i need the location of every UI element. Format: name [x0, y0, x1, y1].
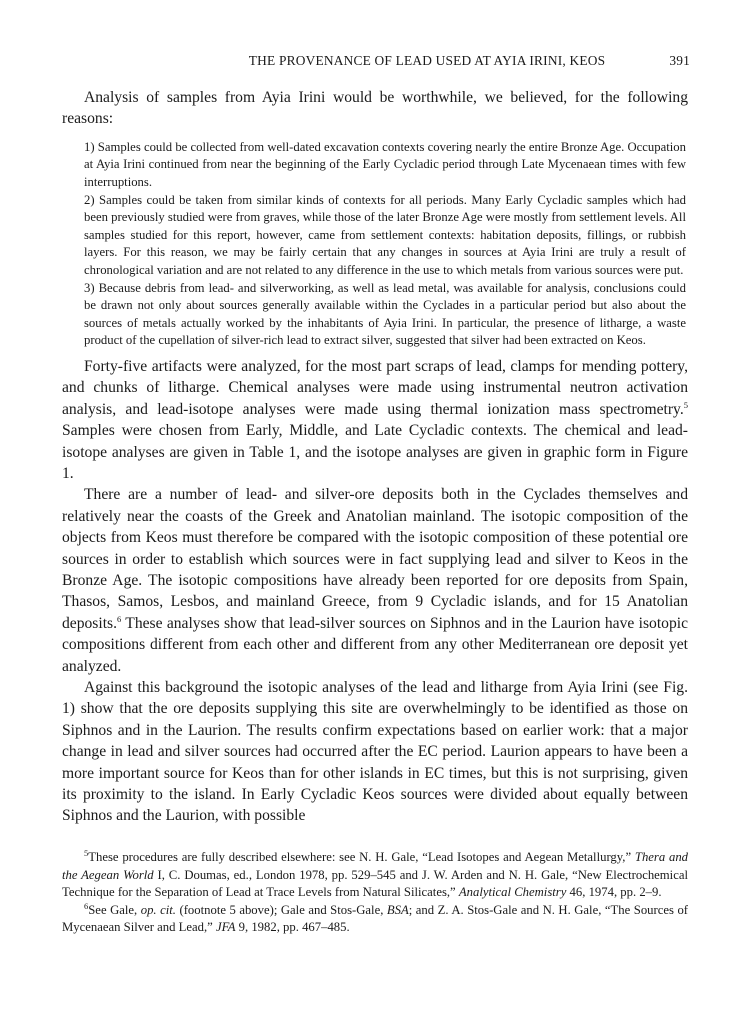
footnotes: [62, 849, 688, 937]
footnote-6: $^6$See Gale, op. cit. (footnote 5 above); Gale and Stos-Gale, BSA; and Z. A. Stos-Gale and N. H. Gale, “The Sources of Mycenaean Silver and Lead,” JFA 9, 1982, pp. 467–485.: [62, 900, 689, 935]
reason-item: 3) Because debris from lead- and silverworking, as well as lead metal, was available for analysis, conclusions could be drawn not only about sources generally available within the Cyclades in a particular period but also about the sources of metals actually worked by the inhabitants of Ayia Irini. In particular, the presence of litharge, a waste product of the cupellation of silver-rich lead to extract silver, suggested that silver had been extracted on Keos.: [84, 280, 686, 348]
paragraph-text: Samples were chosen from Early, Middle, and Late Cycladic contexts. The chemical and lead-isotope analyses are given in Table 1, and the isotope analyses are given in graphic form in Figure 1.: [62, 422, 688, 482]
paragraph-text: Forty-five artifacts were analyzed, for the most part scraps of lead, clamps for mending pottery, and chunks of litharge. Chemical analyses were made using instrumental neutron activation analysis, and lead-isotope analyses were made using thermal ionization mass spectrometry.: [62, 357, 688, 418]
paragraph-methods: [62, 356, 688, 484]
paragraph-text: There are a number of lead- and silver-ore deposits both in the Cyclades themselves and relatively near the coasts of the Greek and Anatolian mainland. The isotopic composition of the objects from Keos must therefore be compared with the isotopic composition of these potential ore sources in order to establish which sources were in fact supplying lead and silver to Keos in the Bronze Age. The isotopic compositions have already been reported for ore deposits from Spain, Thasos, Samos, Lesbos, and mainland Greece, from 9 Cycladic islands, and for 15 Anatolian deposits.: [62, 486, 688, 632]
intro-paragraph: Analysis of samples from Ayia Irini would be worthwhile, we believed, for the following reasons:: [62, 89, 688, 128]
footnote-mark: 5: [84, 847, 89, 858]
body-text: [62, 87, 688, 827]
footnote-5: $^5$These procedures are fully described elsewhere: see N. H. Gale, “Lead Isotopes and Aegean Metallurgy,” Thera and the Aegean World I, C. Doumas, ed., London 1978, pp. 529–545 and J. W. Arden and N. H. Gale, “New Electrochemical Technique for the Separation of Lead at Trace Levels from Natural Silicates,” Analytical Chemistry 46, 1974, pp. 2–9.: [62, 847, 689, 900]
reasons-list: [84, 139, 686, 350]
running-header: [86, 53, 690, 73]
running-title: THE PROVENANCE OF LEAD USED AT AYIA IRINI, KEOS: [248, 53, 606, 68]
reason-item: 1) Samples could be collected from well-dated excavation contexts covering nearly the entire Bronze Age. Occupation at Ayia Irini continued from near the beginning of the Early Cycladic period through Late Mycenaean times with few interruptions.: [84, 139, 686, 189]
footnote-mark: 6: [84, 900, 89, 911]
footnote-ref-6: 6: [117, 613, 122, 624]
footnote-ref-5: 5: [683, 399, 688, 410]
reason-item: 2) Samples could be taken from similar kinds of contexts for all periods. Many Early Cycladic samples which had been previously studied were from graves, while those of the later Bronze Age were mostly from settlement levels. All samples studied for this report, however, came from settlement contexts: habitation deposits, fillings, or rubbish layers. For this reason, we may be fairly certain that any changes in sources at Ayia Irini are truly a result of chronological variation and are not related to any difference in the use to which metals from various sources were put.: [84, 192, 686, 277]
paragraph-ore-deposits: [62, 484, 688, 677]
paragraph-text: These analyses show that lead-silver sources on Siphnos and in the Laurion have isotopic compositions different from each other and different from any other Mediterranean ore deposit yet analyzed.: [62, 614, 688, 675]
paragraph-results: Against this background the isotopic analyses of the lead and litharge from Ayia Irini (see Fig. 1) show that the ore deposits supplying this site are overwhelmingly to be identified as those on Siphnos and in the Laurion. The results confirm expectations based on earlier work: that a major change in lead and silver sources had occurred after the EC period. Laurion appears to have been a more important source for Keos than for other islands in EC times, but this is not surprising, given its proximity to the island. In Early Cycladic Keos sources were divided about equally between Siphnos and the Laurion, with possible: [62, 679, 688, 825]
page-number: 391: [669, 53, 690, 68]
